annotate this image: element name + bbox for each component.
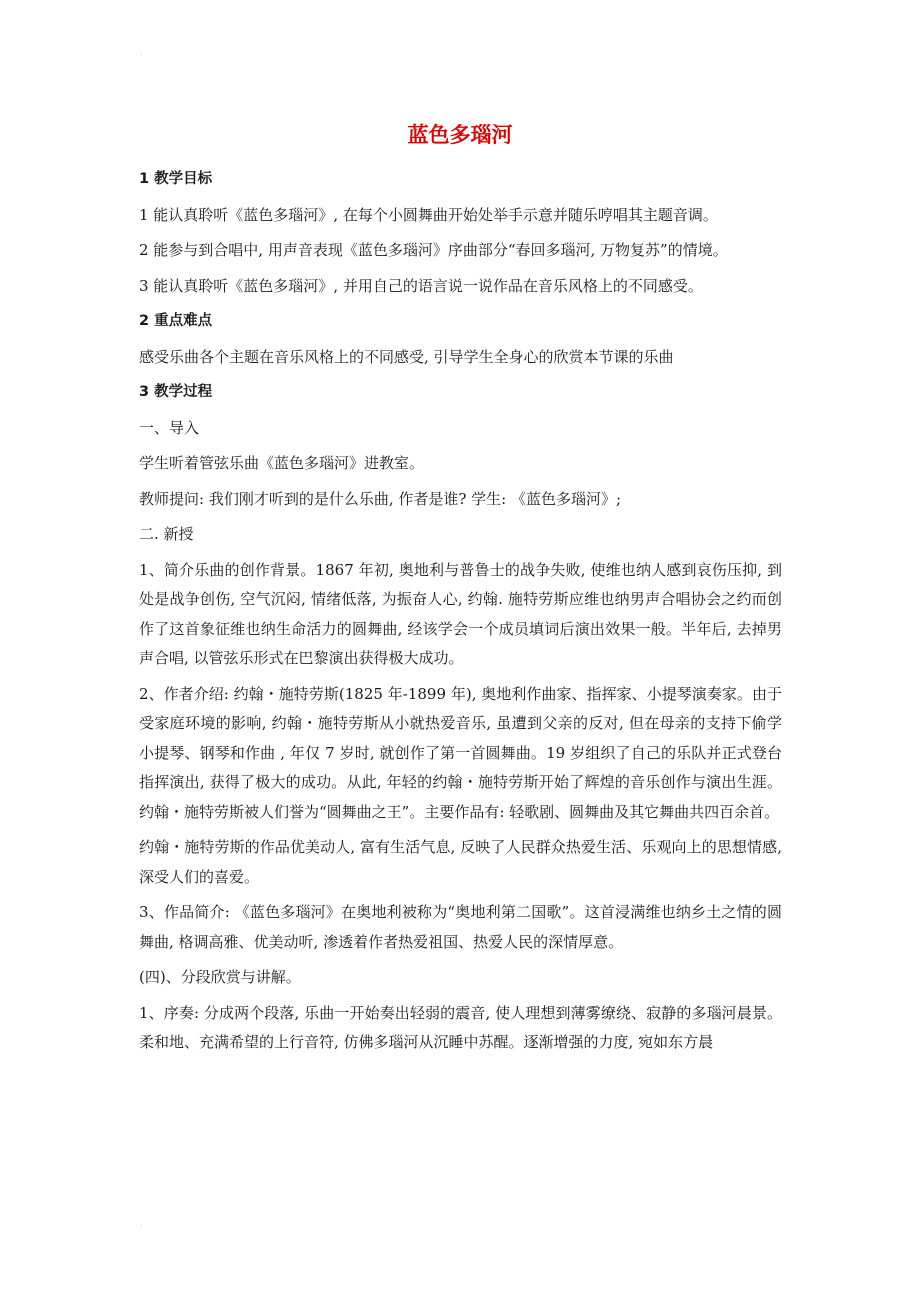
paragraph: 2 能参与到合唱中, 用声音表现《蓝色多瑙河》序曲部分“春回多瑙河, 万物复苏”的情境。 xyxy=(139,241,728,259)
paragraph: 1、序奏: 分成两个段落, 乐曲一开始奏出轻弱的震音, 使人理想到薄雾缭绕、寂静的多瑙河晨景。柔和地、充满希望的上行音符, 仿佛多瑙河从沉睡中苏醒。逐渐增强的力度, 宛如东方晨 xyxy=(139,1003,782,1051)
heading-objectives: 1 教学目标 xyxy=(139,171,213,187)
corner-mark-top: · xyxy=(140,50,143,60)
document-body xyxy=(139,165,782,1058)
paragraph: 1 能认真聆听《蓝色多瑙河》, 在每个小圆舞曲开始处举手示意并随乐哼唱其主题音调。 xyxy=(139,205,718,224)
paragraph: 学生听着管弦乐曲《蓝色多瑙河》进教室。 xyxy=(139,454,425,472)
paragraph: 一、导入 xyxy=(139,418,200,437)
heading-process: 3 教学过程 xyxy=(139,384,213,400)
paragraph: 教师提问: 我们刚才听到的是什么乐曲, 作者是谁? 学生: 《蓝色多瑙河》; xyxy=(139,489,622,508)
paragraph: (四)、分段欣赏与讲解。 xyxy=(139,968,301,986)
paragraph: 2、作者介绍: 约翰・施特劳斯(1825 年-1899 年), 奥地利作曲家、指挥家、小提琴演奏家。由于受家庭环境的影响, 约翰・施特劳斯从小就热爱音乐, 虽遭到父亲的反对, 但在母亲的支持下偷学小提琴、钢琴和作曲 , 年仅 7 岁时, 就创作了第一首圆舞曲。19 岁组织了自己的乐队并正式登台指挥演出, 获得了极大的成功。从此, 年轻的约翰・施特劳斯开始了辉煌的音乐创作与演出生涯。约翰・施特劳斯被人们誉为“圆舞曲之王”。主要作品有: 轻歌剧、圆舞曲及其它舞曲共四百余首。 xyxy=(139,684,782,821)
paragraph: 1、简介乐曲的创作背景。1867 年初, 奥地利与普鲁士的战争失败, 使维也纳人感到哀伤压抑, 到处是战争创伤, 空气沉闷, 情绪低落, 为振奋人心, 约翰. 施特劳斯应维也纳男声合唱协会之约而创作了这首象征维也纳生命活力的圆舞曲, 经该学会一个成员填词后演出效果一般。半年后, 去掉男声合唱, 以管弦乐形式在巴黎演出获得极大成功。 xyxy=(139,560,782,667)
paragraph: 感受乐曲各个主题在音乐风格上的不同感受, 引导学生全身心的欣赏本节课的乐曲 xyxy=(139,347,674,366)
paragraph: 约翰・施特劳斯的作品优美动人, 富有生活气息, 反映了人民群众热爱生活、乐观向上的思想情感, 深受人们的喜爱。 xyxy=(139,838,782,886)
document-title: 蓝色多瑙河 xyxy=(407,123,513,147)
paragraph: 3 能认真聆听《蓝色多瑙河》, 并用自己的语言说一说作品在音乐风格上的不同感受。 xyxy=(139,276,703,295)
paragraph: 3、作品简介: 《蓝色多瑙河》在奥地利被称为“奥地利第二国歌”。这首浸满维也纳乡土之情的圆舞曲, 格调高雅、优美动听, 渗透着作者热爱祖国、热爱人民的深情厚意。 xyxy=(139,903,782,951)
paragraph: 二. 新授 xyxy=(139,525,194,543)
corner-mark-bottom: · xyxy=(140,1222,143,1232)
heading-key-points: 2 重点难点 xyxy=(139,313,213,329)
